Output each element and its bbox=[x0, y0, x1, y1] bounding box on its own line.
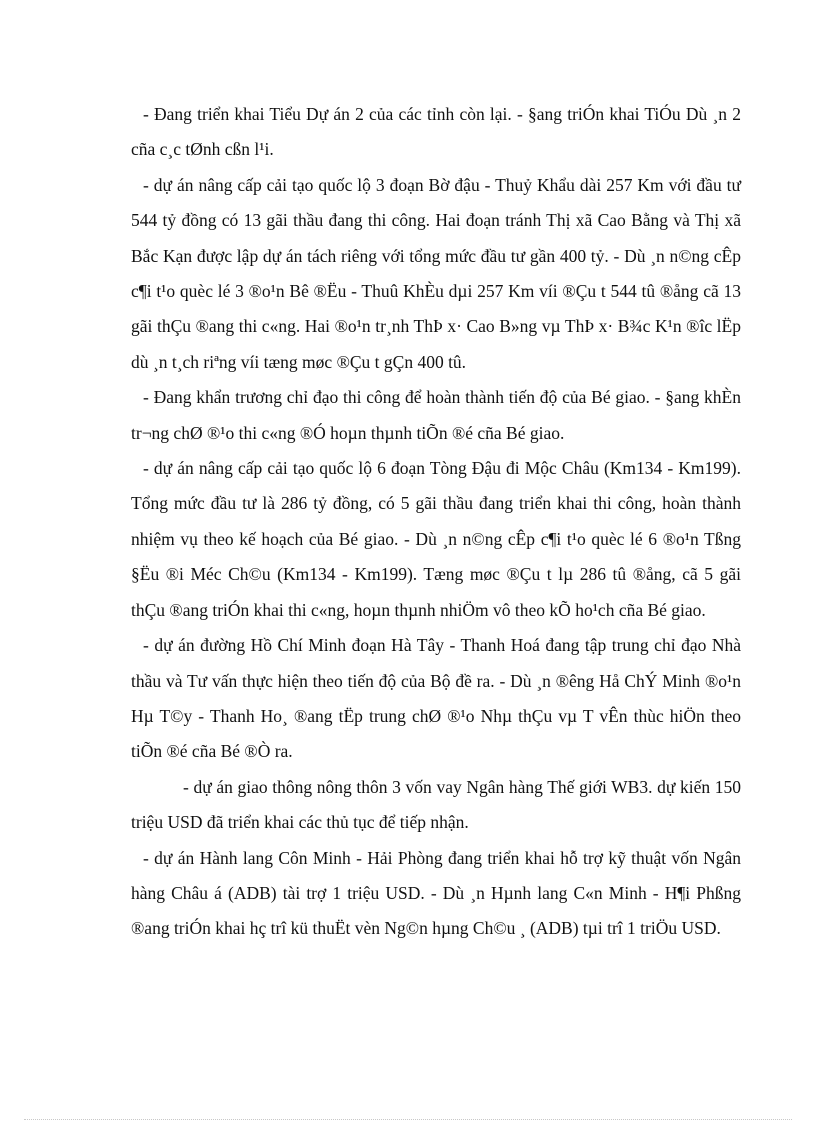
paragraph-chi-dao-thi-cong: - Đang khẩn trương chỉ đạo thi công để hoàn thành tiến độ của Bé giao. - §ang khÈn tr¬ng chØ ®¹o thi c«ng ®Ó hoµn thµnh tiÕn ®é cña Bé giao. bbox=[131, 387, 741, 443]
document-body bbox=[131, 97, 741, 947]
paragraph-giao-thong-nong-thon: - dự án giao thông nông thôn 3 vốn vay Ngân hàng Thế giới WB3. dự kiến 150 triệu USD đã triển khai các thủ tục để tiếp nhận. bbox=[131, 776, 741, 833]
paragraph-quoc-lo-6: - dự án nâng cấp cải tạo quốc lộ 6 đoạn Tòng Đậu đi Mộc Châu (Km134 - Km199). Tổng mức đầu tư là 286 tỷ đồng, có 5 gãi thầu đang triển khai thi công, hoàn thành nhiệm vụ theo kế hoạch của Bé giao. - Dù ¸n n©ng cÊp c¶i t¹o quèc lé 6 ®o¹n Tßng §Ëu ®i Méc Ch©u (Km134 - Km199). Tæng møc ®Çu t lµ 286 tû ®ång, cã 5 gãi thÇu ®ang triÓn khai thi c«ng, hoµn thµnh nhiÖm vô theo kÕ ho¹ch cña Bé giao. bbox=[131, 458, 741, 620]
page-bottom-divider bbox=[24, 1119, 792, 1120]
paragraph-duong-ho-chi-minh: - dự án đường Hồ Chí Minh đoạn Hà Tây - Thanh Hoá đang tập trung chỉ đạo Nhà thầu và Tư vấn thực hiện theo tiến độ của Bộ đề ra. - Dù ¸n ®êng Hå ChÝ Minh ®o¹n Hµ T©y - Thanh Ho¸ ®ang tËp trung chØ ®¹o Nhµ thÇu vµ T vÊn thùc hiÖn theo tiÕn ®é cña Bé ®Ò ra. bbox=[131, 635, 741, 762]
paragraph-quoc-lo-3: - dự án nâng cấp cải tạo quốc lộ 3 đoạn Bờ đậu - Thuỷ Khẩu dài 257 Km với đầu tư 544 tỷ đồng có 13 gãi thầu đang thi công. Hai đoạn tránh Thị xã Cao Bằng và Thị xã Bắc Kạn được lập dự án tách riêng với tổng mức đầu tư gần 400 tỷ. - Dù ¸n n©ng cÊp c¶i t¹o quèc lé 3 ®o¹n Bê ®Ëu - Thuû KhÈu dµi 257 Km víi ®Çu t 544 tû ®ång cã 13 gãi thÇu ®ang thi c«ng. Hai ®o¹n tr¸nh ThÞ x· Cao B»ng vµ ThÞ x· B¾c K¹n ®îc lËp dù ¸n t¸ch riªng víi tæng møc ®Çu t gÇn 400 tû. bbox=[131, 174, 741, 372]
paragraph-tieu-du-an-2: - Đang triển khai Tiểu Dự án 2 của các tỉnh còn lại. - §ang triÓn khai TiÓu Dù ¸n 2 cña c¸c tØnh cßn l¹i. bbox=[131, 104, 741, 160]
paragraph-hanh-lang-con-minh: - dự án Hành lang Côn Minh - Hải Phòng đang triển khai hỗ trợ kỹ thuật vốn Ngân hàng Châu á (ADB) tài trợ 1 triệu USD. - Dù ¸n Hµnh lang C«n Minh - H¶i Phßng ®ang triÓn khai hç trî kü thuËt vèn Ng©n hµng Ch©u ¸ (ADB) tµi trî 1 triÖu USD. bbox=[131, 847, 741, 939]
